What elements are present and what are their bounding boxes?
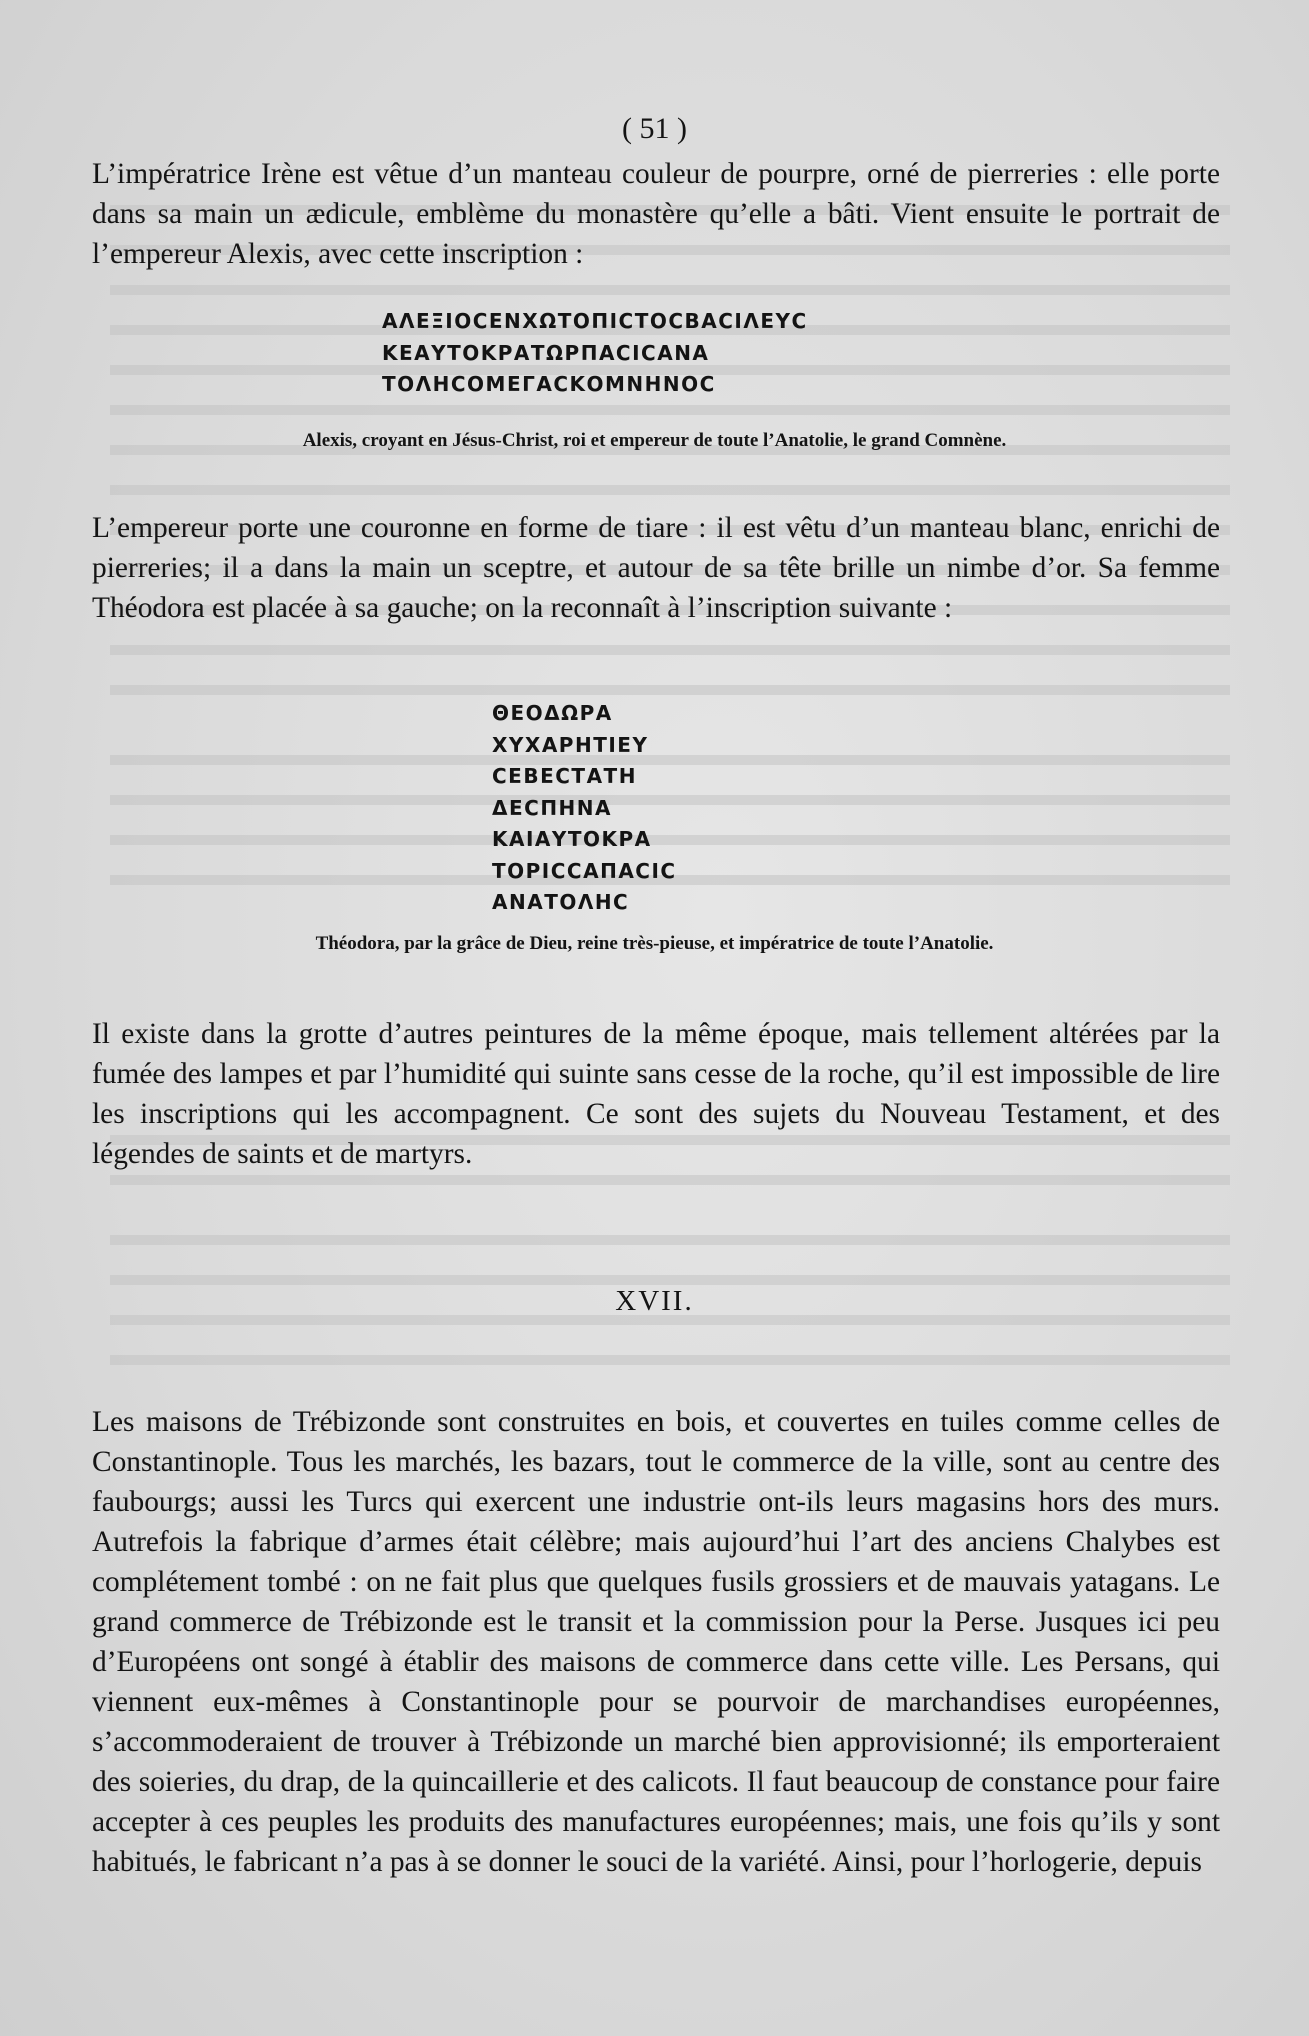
paragraph-text: L’empereur porte une couronne en forme de tiare : il est vêtu d’un manteau blanc, enrichi de pierreries; il a dans la main un sceptre, et autour de sa tête brille un nimbe d’or. Sa femme Théodora est placée à sa gauche; on la reconnaît à l’inscription suivante : [92,512,1220,624]
inscription-line: ΧΥΧΑΡΗΤΙΕΥ [492,732,649,757]
paragraph-text: Il existe dans la grotte d’autres peintures de la même époque, mais tellement altérées par la fumée des lampes et par l’humidité qui suinte sans cesse de la roche, qu’il est impossible de lire les inscriptions qui les accompagnent. Ce sont des sujets du Nouveau Testament, et des légendes de saints et de martyrs. [92,1018,1220,1170]
paragraph-irene [92,154,1220,274]
inscription-line: ΑΝΑΤΟΛΗϹ [492,890,630,914]
inscription-line: ΔΕϹΠΗΝΑ [492,795,613,820]
inscription-line: ΚΑΙΑΥΤΟΚΡΑ [492,827,652,851]
inscription-line: ΤΟΡΙϹϹΑΠΑϹΙϹ [492,858,677,883]
caption-alexis: Alexis, croyant en Jésus-Christ, roi et empereur de toute l’Anatolie, le grand Comnène. [302,430,1007,451]
section-heading: XVII. [615,1285,694,1317]
inscription-alexis [382,306,808,401]
inscription-line: ΚΕΑΥΤΟΚΡΑΤΩΡΠΑϹΙϹΑΝΑ [382,340,710,365]
inscription-theodora [492,698,677,919]
inscription-line: ΘΕΟΔΩΡΑ [492,701,613,725]
paragraph-emperor [92,508,1220,628]
inscription-line: ΑΛΕΞΙΟϹΕΝΧΩΤΟΠΙϹΤΟϹΒΑϹΙΛΕΥϹ [382,309,808,333]
paragraph-text: L’impératrice Irène est vêtue d’un manteau couleur de pourpre, orné de pierreries : elle porte dans sa main un ædicule, emblème du monastère qu’elle a bâti. Vient ensuite le portrait de l’empereur Alexis, avec cette inscription : [92,158,1220,270]
paragraph-trebizond [92,1402,1220,1882]
paragraph-text: Les maisons de Trébizonde sont construites en bois, et couvertes en tuiles comme celles de Constantinople. Tous les marchés, les bazars, tout le commerce de la ville, sont au centre des faubourgs; aussi les Turcs qui exercent une industrie ont-ils leurs magasins hors des murs. Autrefois la fabrique d’armes était célèbre; mais aujourd’hui l’art des anciens Chalybes est complétement tombé : on ne fait plus que quelques fusils grossiers et de mauvais yatagans. Le grand commerce de Trébizonde est le transit et la commission pour la Perse. Jusques ici peu d’Européens ont songé à établir des maisons de commerce dans cette ville. Les Persans, qui viennent eux-mêmes à Constantinople pour se pourvoir de marchandises européennes, s’accommoderaient de trouver à Trébizonde un marché bien approvisionné; ils emporteraient des soieries, du drap, de la quincaillerie et des calicots. Il faut beaucoup de constance pour faire accepter à ces peuples les produits des manufactures européennes; mais, une fois qu’ils y sont habitués, le fabricant n’a pas à se donner le souci de la variété. Ainsi, pour l’horlogerie, depuis [92,1406,1220,1878]
page-number: ( 51 ) [622,112,687,145]
inscription-line: ϹΕΒΕϹΤΑΤΗ [492,764,637,788]
paragraph-grotto [92,1014,1220,1174]
caption-theodora: Théodora, par la grâce de Dieu, reine très-pieuse, et impératrice de toute l’Anatolie. [315,933,994,954]
inscription-line: ΤΟΛΗϹΟΜΕΓΑϹΚΟΜΝΗΝΟϹ [382,372,716,396]
